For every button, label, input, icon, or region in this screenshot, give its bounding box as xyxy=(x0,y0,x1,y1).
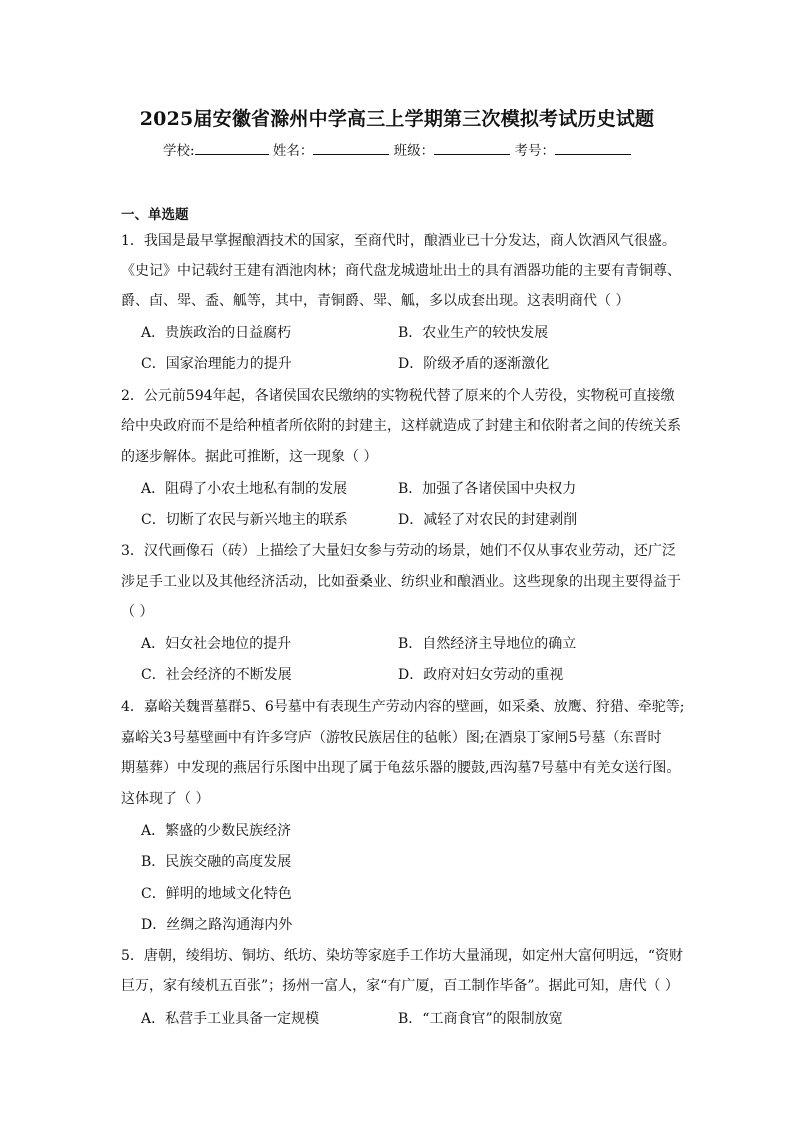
question-5-line-1: 5．唐朝，绫绢坊、铜坊、纸坊、染坊等家庭手工作坊大量涌现，如定州大富何明远，“资财 xyxy=(121,948,684,964)
question-1-option-d[interactable]: D．阶级矛盾的逐渐激化 xyxy=(398,356,550,372)
exam-title: 2025届安徽省滁州中学高三上学期第三次模拟考试历史试题 xyxy=(139,108,655,130)
name-blank[interactable] xyxy=(313,142,389,155)
question-2-line-3: 的逐步解体。据此可推断，这一现象（ ） xyxy=(121,449,378,465)
question-4-option-d[interactable]: D．丝绸之路沟通海内外 xyxy=(141,917,293,933)
question-2-option-b[interactable]: B．加强了各诸侯国中央权力 xyxy=(398,481,577,497)
question-3-option-c[interactable]: C．社会经济的不断发展 xyxy=(141,667,292,683)
question-1-line-2: 《史记》中记载纣王建有酒池肉林；商代盘龙城遗址出土的具有酒器功能的主要有青铜尊、 xyxy=(121,263,681,279)
question-3-option-d[interactable]: D．政府对妇女劳动的重视 xyxy=(398,667,564,683)
question-5-line-2: 巨万，家有绫机五百张”；扬州一富人，家“有广厦，百工制作毕备”。据此可知，唐代（ ） xyxy=(121,978,679,994)
question-5-option-b[interactable]: B．“工商食官”的限制放宽 xyxy=(398,1011,563,1027)
question-1-line-1: 1．我国是最早掌握酿酒技术的国家，至商代时，酿酒业已十分发达，商人饮酒风气很盛。 xyxy=(121,233,676,249)
name-label: 姓名： xyxy=(272,143,314,159)
question-4-line-3: 期墓葬）中发现的燕居行乐图中出现了属于龟兹乐器的腰鼓,西沟墓7号墓中有羌女送行图。 xyxy=(121,760,681,776)
question-4-option-b[interactable]: B．民族交融的高度发展 xyxy=(141,854,292,870)
question-4-line-4: 这体现了（ ） xyxy=(121,791,210,807)
school-label: 学校: xyxy=(163,143,195,159)
question-3-option-b[interactable]: B．自然经济主导地位的确立 xyxy=(398,636,577,652)
question-1-option-c[interactable]: C．国家治理能力的提升 xyxy=(141,356,292,372)
question-1-option-b[interactable]: B．农业生产的较快发展 xyxy=(398,325,549,341)
question-3-line-1: 3．汉代画像石（砖）上描绘了大量妇女参与劳动的场景，她们不仅从事农业劳动，还广泛 xyxy=(121,543,676,559)
exam-no-blank[interactable] xyxy=(555,142,631,155)
question-2-option-c[interactable]: C．切断了农民与新兴地主的联系 xyxy=(141,512,348,528)
section-heading: 一、单选题 xyxy=(121,207,189,223)
question-1-option-a[interactable]: A．贵族政治的日益腐朽 xyxy=(141,325,292,341)
question-4-line-1: 4．嘉峪关魏晋墓群5、6号墓中有表现生产劳动内容的壁画，如采桑、放鹰、狩猎、牵驼等; xyxy=(121,699,685,715)
question-5-option-a[interactable]: A．私营手工业具备一定规模 xyxy=(141,1011,320,1027)
question-3-line-2: 涉足手工业以及其他经济活动，比如蚕桑业、纺织业和酿酒业。这些现象的出现主要得益于 xyxy=(121,574,681,590)
question-4-line-2: 嘉峪关3号墓壁画中有许多穹庐（游牧民族居住的毡帐）图;在酒泉丁家闸5号墓（东晋时 xyxy=(121,730,662,746)
question-3-line-3: （ ） xyxy=(121,604,154,620)
question-2-line-2: 给中央政府而不是给种植者所依附的封建主，这样就造成了封建主和依附者之间的传统关系 xyxy=(121,418,681,434)
student-info-row xyxy=(0,139,794,159)
question-4-option-a[interactable]: A．繁盛的少数民族经济 xyxy=(141,823,292,839)
school-blank[interactable] xyxy=(195,142,269,155)
question-2-option-a[interactable]: A．阻碍了小农土地私有制的发展 xyxy=(141,481,348,497)
class-blank[interactable] xyxy=(434,142,510,155)
question-1-line-3: 爵、卣、斝、盉、觚等，其中，青铜爵、斝、觚，多以成套出现。这表明商代（ ） xyxy=(121,293,630,309)
question-2-option-d[interactable]: D．减轻了对农民的封建剥削 xyxy=(398,512,578,528)
question-4-option-c[interactable]: C．鲜明的地域文化特色 xyxy=(141,886,292,902)
class-label: 班级： xyxy=(393,143,435,159)
question-3-option-a[interactable]: A．妇女社会地位的提升 xyxy=(141,636,292,652)
exam-no-label: 考号： xyxy=(514,143,555,159)
question-2-line-1: 2．公元前594年起，各诸侯国农民缴纳的实物税代替了原来的个人劳役，实物税可直接缴 xyxy=(121,388,675,404)
